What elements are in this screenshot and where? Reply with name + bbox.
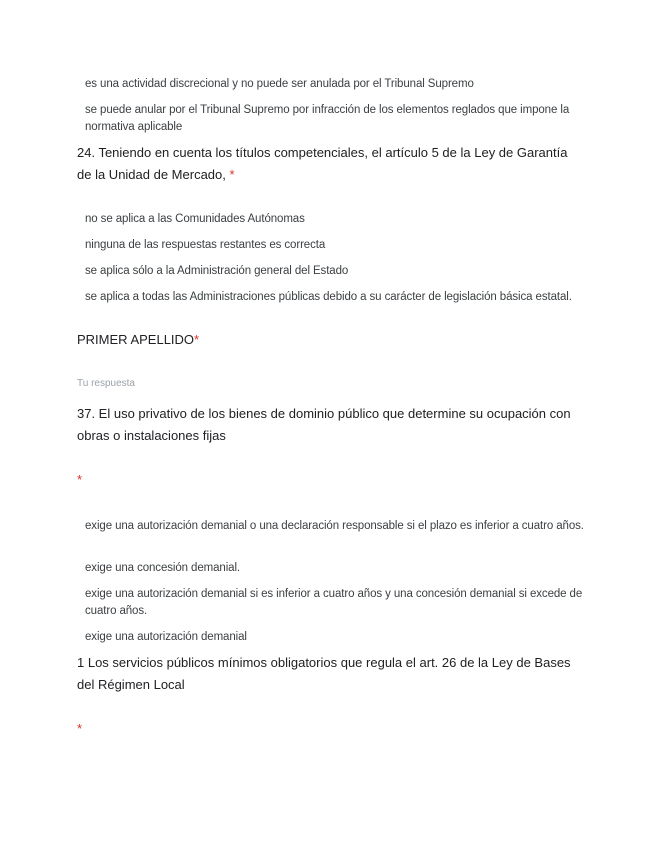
option-radio[interactable] bbox=[85, 586, 585, 620]
surname-answer-input[interactable] bbox=[77, 378, 135, 389]
question-text: 1 Los servicios públicos mínimos obligatorios que regula el art. 26 de la Ley de Bases del Régimen Local bbox=[77, 655, 571, 692]
question-1-title bbox=[77, 652, 577, 696]
option-label: exige una autorización demanial si es inferior a cuatro años y una concesión demanial si excede de cuatro años. bbox=[85, 588, 583, 617]
option-label: exige una autorización demanial bbox=[85, 631, 247, 643]
surname-question-title bbox=[77, 329, 577, 351]
option-radio[interactable] bbox=[85, 560, 585, 577]
required-mark: * bbox=[229, 167, 235, 182]
option-radio[interactable] bbox=[85, 518, 585, 535]
option-radio[interactable] bbox=[85, 289, 585, 306]
required-mark: * bbox=[77, 472, 83, 487]
question-text: 37. El uso privativo de los bienes de dominio público que determine su ocupación con obras o instalaciones fijas bbox=[77, 406, 571, 443]
option-radio[interactable] bbox=[85, 211, 585, 228]
option-label: no se aplica a las Comunidades Autónomas bbox=[85, 213, 305, 225]
option-label: exige una autorización demanial o una declaración responsable si el plazo es inferior a cuatro años. bbox=[85, 520, 584, 532]
option-radio[interactable] bbox=[85, 76, 585, 93]
option-label: ninguna de las respuestas restantes es correcta bbox=[85, 239, 326, 251]
question-37-title bbox=[77, 403, 577, 447]
required-mark: * bbox=[194, 332, 200, 347]
answer-placeholder: Tu respuesta bbox=[77, 378, 135, 389]
option-label: exige una concesión demanial. bbox=[85, 562, 241, 574]
option-label: es una actividad discrecional y no puede ser anulada por el Tribunal Supremo bbox=[85, 78, 474, 90]
option-radio[interactable] bbox=[85, 263, 585, 280]
option-label: se puede anular por el Tribunal Supremo por infracción de los elementos reglados que impone la normativa aplicable bbox=[85, 104, 570, 133]
option-radio[interactable] bbox=[85, 629, 585, 646]
required-mark: * bbox=[77, 721, 83, 736]
option-radio[interactable] bbox=[85, 102, 585, 136]
option-radio[interactable] bbox=[85, 237, 585, 254]
option-label: se aplica a todas las Administraciones públicas debido a su carácter de legislación básica estatal. bbox=[85, 291, 572, 303]
question-24-title bbox=[77, 142, 577, 186]
question-text: PRIMER APELLIDO bbox=[77, 332, 195, 347]
question-text: 24. Teniendo en cuenta los títulos competenciales, el artículo 5 de la Ley de Garantía de la Unidad de Mercado, bbox=[77, 145, 568, 182]
option-label: se aplica sólo a la Administración general del Estado bbox=[85, 265, 349, 277]
